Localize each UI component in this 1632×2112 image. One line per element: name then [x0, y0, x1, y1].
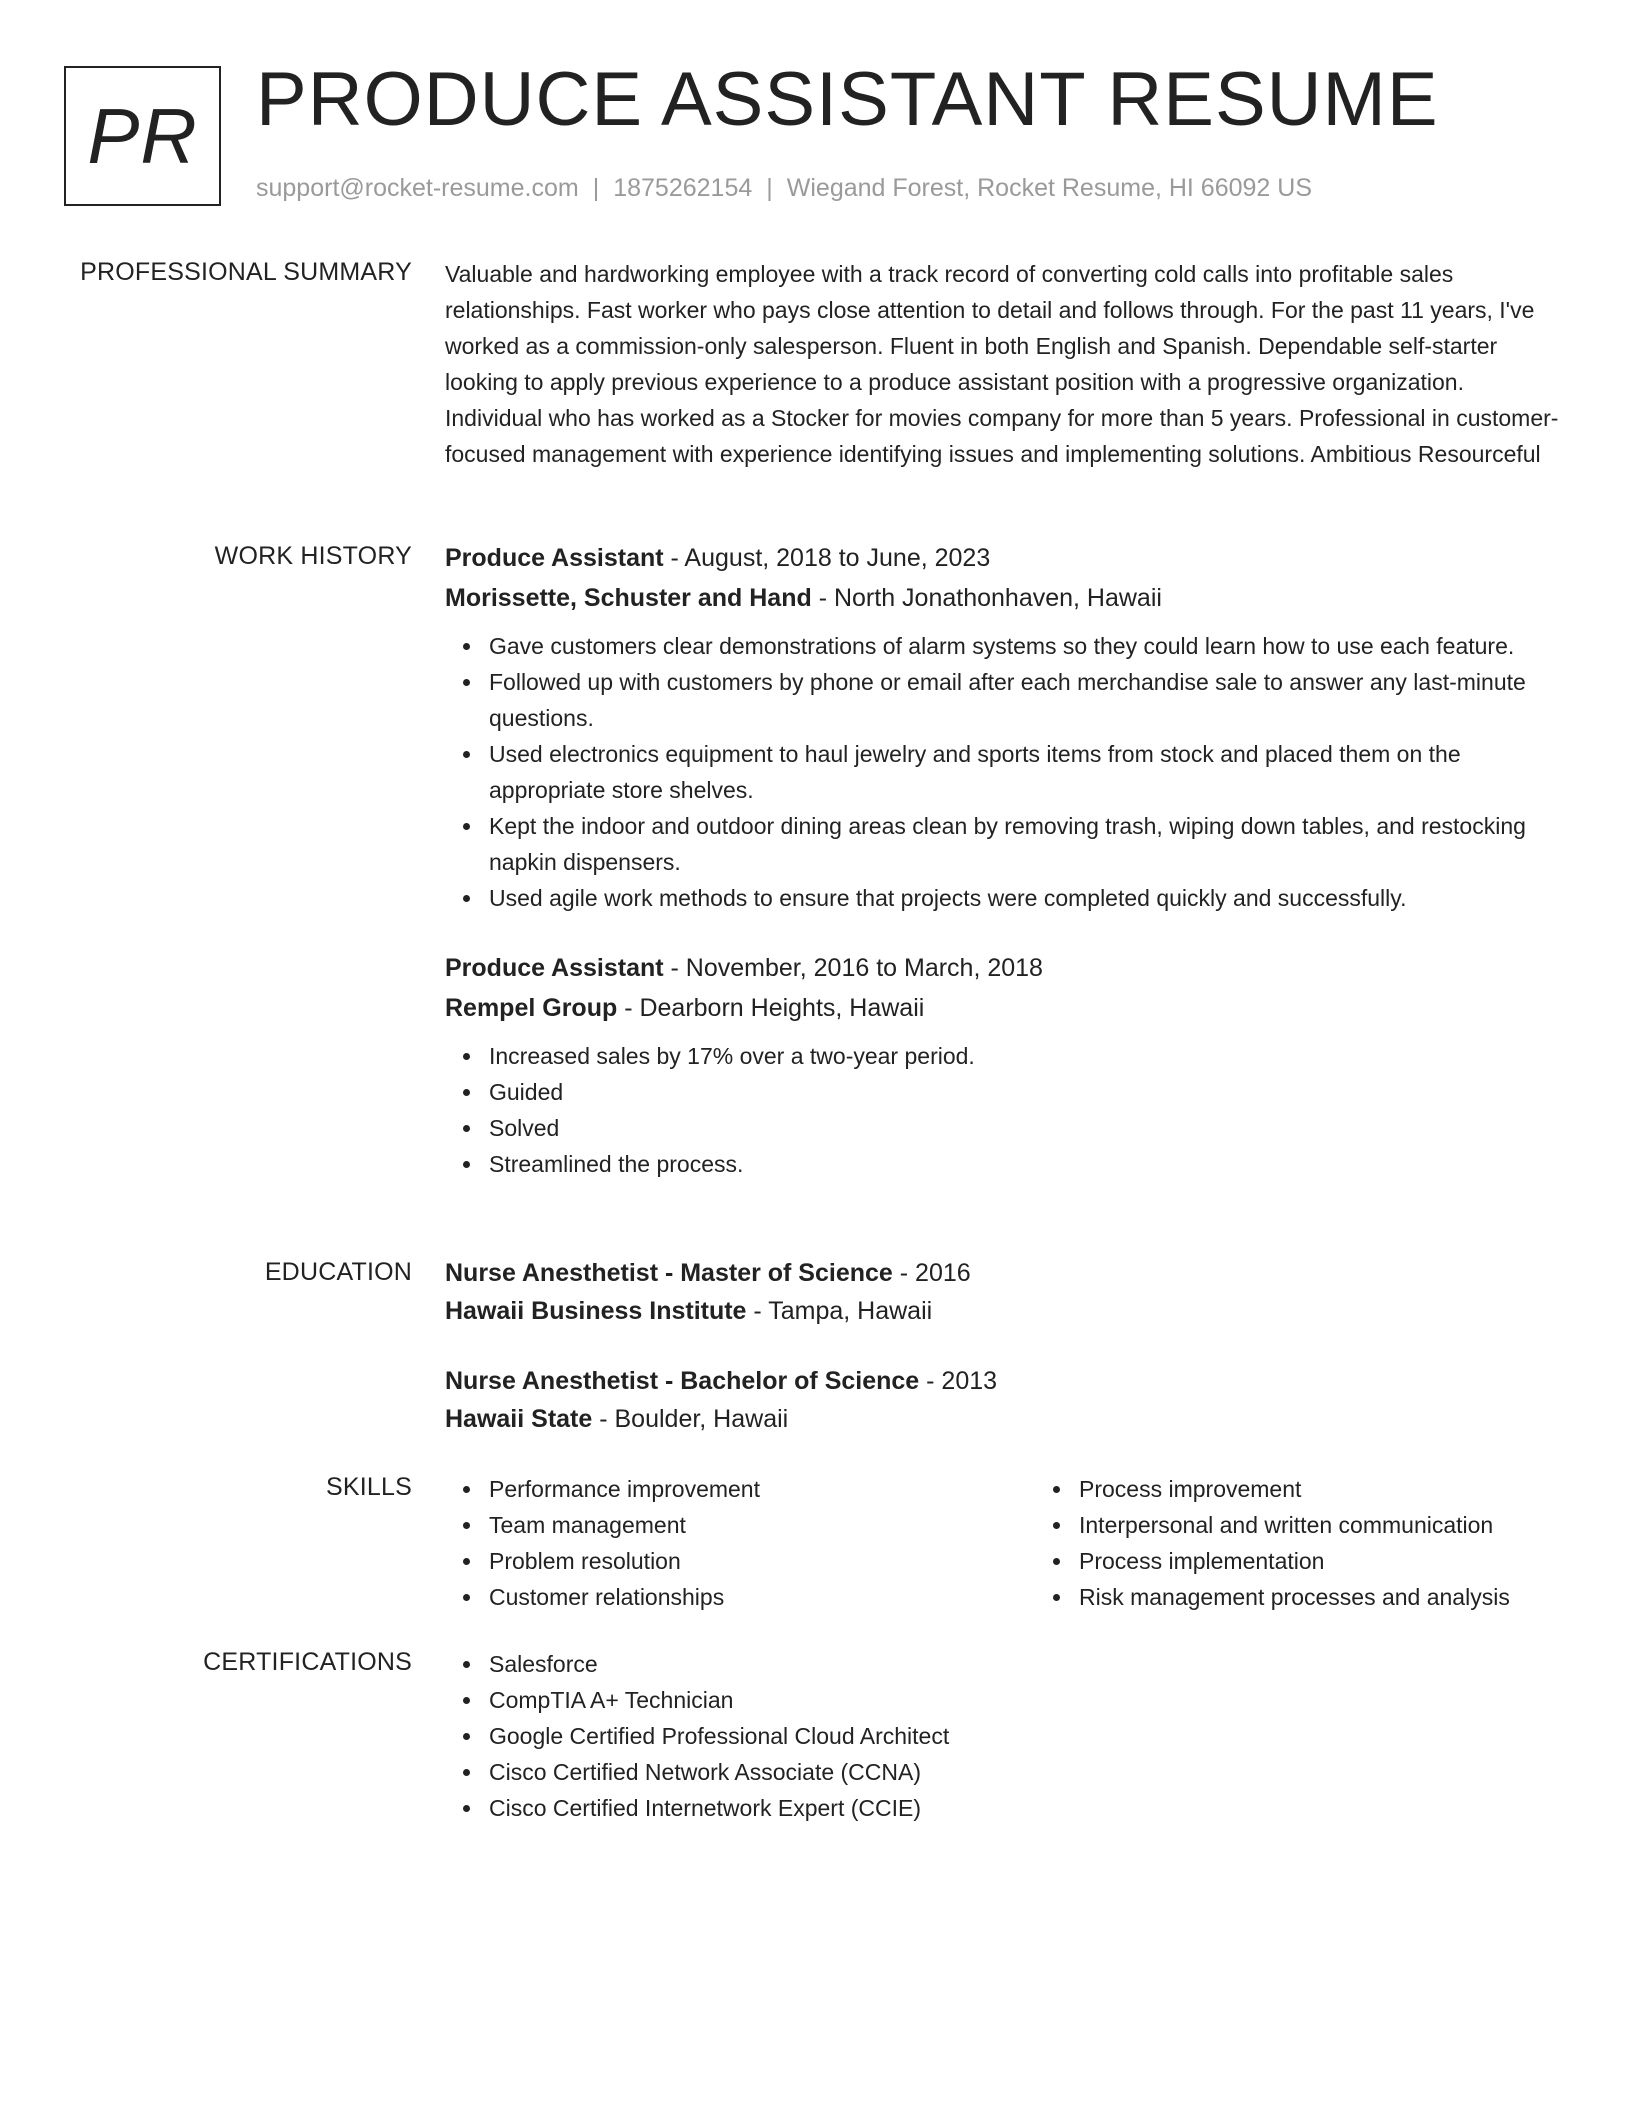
school-location: - Boulder, Hawaii — [592, 1405, 789, 1433]
job-location: - Dearborn Heights, Hawaii — [617, 994, 925, 1022]
certifications-body — [445, 1646, 1565, 1826]
section-heading-summary: PROFESSIONAL SUMMARY — [80, 258, 412, 286]
list-item: Gave customers clear demonstrations of alarm systems so they could learn how to use each feature. — [489, 628, 1565, 664]
degree-year: - 2013 — [919, 1367, 998, 1395]
skills-list-right — [1035, 1471, 1510, 1615]
education-entry — [445, 1254, 1565, 1330]
section-heading-certifications: CERTIFICATIONS — [203, 1648, 412, 1676]
contact-email: support@rocket-resume.com — [256, 174, 579, 202]
list-item: Salesforce — [489, 1646, 1565, 1682]
job-dates: - August, 2018 to June, 2023 — [663, 544, 991, 572]
summary-text: Valuable and hardworking employee with a track record of converting cold calls into profitable sales relationships. Fast worker who pays close attention to detail and follows through. For the past 11 years, I've worked as a commission-only salesperson. Fluent in both English and Spanish. Dependable self-starter looking to apply previous experience to a produce assistant position with a progressive organization. Individual who has worked as a Stocker for movies company for more than 5 years. Professional in customer-focused management with experience identifying issues and implementing solutions. Ambitious Resourceful — [445, 261, 1559, 467]
degree-line — [445, 1362, 1565, 1400]
certifications-list — [445, 1646, 1565, 1826]
job-title-line — [445, 948, 1565, 988]
list-item: Risk management processes and analysis — [1079, 1579, 1510, 1615]
list-item: Cisco Certified Internetwork Expert (CCIE) — [489, 1790, 1565, 1826]
monogram-text: PR — [87, 91, 198, 180]
list-item: Interpersonal and written communication — [1079, 1507, 1510, 1543]
work-history-body — [445, 538, 1565, 1182]
list-item: CompTIA A+ Technician — [489, 1682, 1565, 1718]
skills-grid — [445, 1471, 1565, 1615]
list-item: Google Certified Professional Cloud Architect — [489, 1718, 1565, 1754]
contact-separator: | — [766, 174, 773, 202]
resume-title: PRODUCE ASSISTANT RESUME — [256, 57, 1439, 142]
education-entry — [445, 1362, 1565, 1438]
contact-line — [256, 174, 1312, 203]
school-location: - Tampa, Hawaii — [746, 1297, 933, 1325]
job-duties-list — [445, 1038, 1565, 1182]
list-item: Kept the indoor and outdoor dining areas clean by removing trash, wiping down tables, and restocking napkin dispensers. — [489, 808, 1565, 880]
list-item: Team management — [489, 1507, 1035, 1543]
degree: Nurse Anesthetist - Bachelor of Science — [445, 1367, 920, 1395]
section-heading-work-history: WORK HISTORY — [214, 542, 412, 570]
job-company-line — [445, 578, 1565, 618]
list-item: Process implementation — [1079, 1543, 1510, 1579]
job-company: Rempel Group — [445, 994, 618, 1022]
summary-body — [445, 256, 1565, 472]
list-item: Used electronics equipment to haul jewelry and sports items from stock and placed them on the appropriate store shelves. — [489, 736, 1565, 808]
job-title: Produce Assistant — [445, 954, 664, 982]
list-item: Guided — [489, 1074, 1565, 1110]
skills-body — [445, 1471, 1565, 1615]
list-item: Streamlined the process. — [489, 1146, 1565, 1182]
education-body — [445, 1254, 1565, 1438]
skills-list-left — [445, 1471, 1035, 1615]
school-line — [445, 1400, 1565, 1438]
section-heading-education: EDUCATION — [264, 1258, 412, 1286]
degree: Nurse Anesthetist - Master of Science — [445, 1259, 893, 1287]
list-item: Increased sales by 17% over a two-year period. — [489, 1038, 1565, 1074]
list-item: Performance improvement — [489, 1471, 1035, 1507]
job-dates: - November, 2016 to March, 2018 — [663, 954, 1043, 982]
job-duties-list — [445, 628, 1565, 916]
degree-line — [445, 1254, 1565, 1292]
list-item: Solved — [489, 1110, 1565, 1146]
contact-phone: 1875262154 — [613, 174, 753, 202]
contact-separator: | — [592, 174, 600, 202]
job-entry — [445, 538, 1565, 916]
job-entry — [445, 948, 1565, 1182]
degree-year: - 2016 — [892, 1259, 971, 1287]
monogram-logo — [64, 66, 221, 206]
job-title-line — [445, 538, 1565, 578]
job-title: Produce Assistant — [445, 544, 664, 572]
job-location: - North Jonathonhaven, Hawaii — [811, 584, 1162, 612]
section-heading-skills: SKILLS — [326, 1473, 412, 1501]
list-item: Customer relationships — [489, 1579, 1035, 1615]
list-item: Followed up with customers by phone or email after each merchandise sale to answer any last-minute questions. — [489, 664, 1565, 736]
list-item: Process improvement — [1079, 1471, 1510, 1507]
list-item: Used agile work methods to ensure that projects were completed quickly and successfully. — [489, 880, 1565, 916]
list-item: Cisco Certified Network Associate (CCNA) — [489, 1754, 1565, 1790]
school-line — [445, 1292, 1565, 1330]
contact-address: Wiegand Forest, Rocket Resume, HI 66092 US — [786, 174, 1312, 202]
school: Hawaii State — [445, 1405, 593, 1433]
school: Hawaii Business Institute — [445, 1297, 747, 1325]
list-item: Problem resolution — [489, 1543, 1035, 1579]
job-company: Morissette, Schuster and Hand — [445, 584, 812, 612]
job-company-line — [445, 988, 1565, 1028]
